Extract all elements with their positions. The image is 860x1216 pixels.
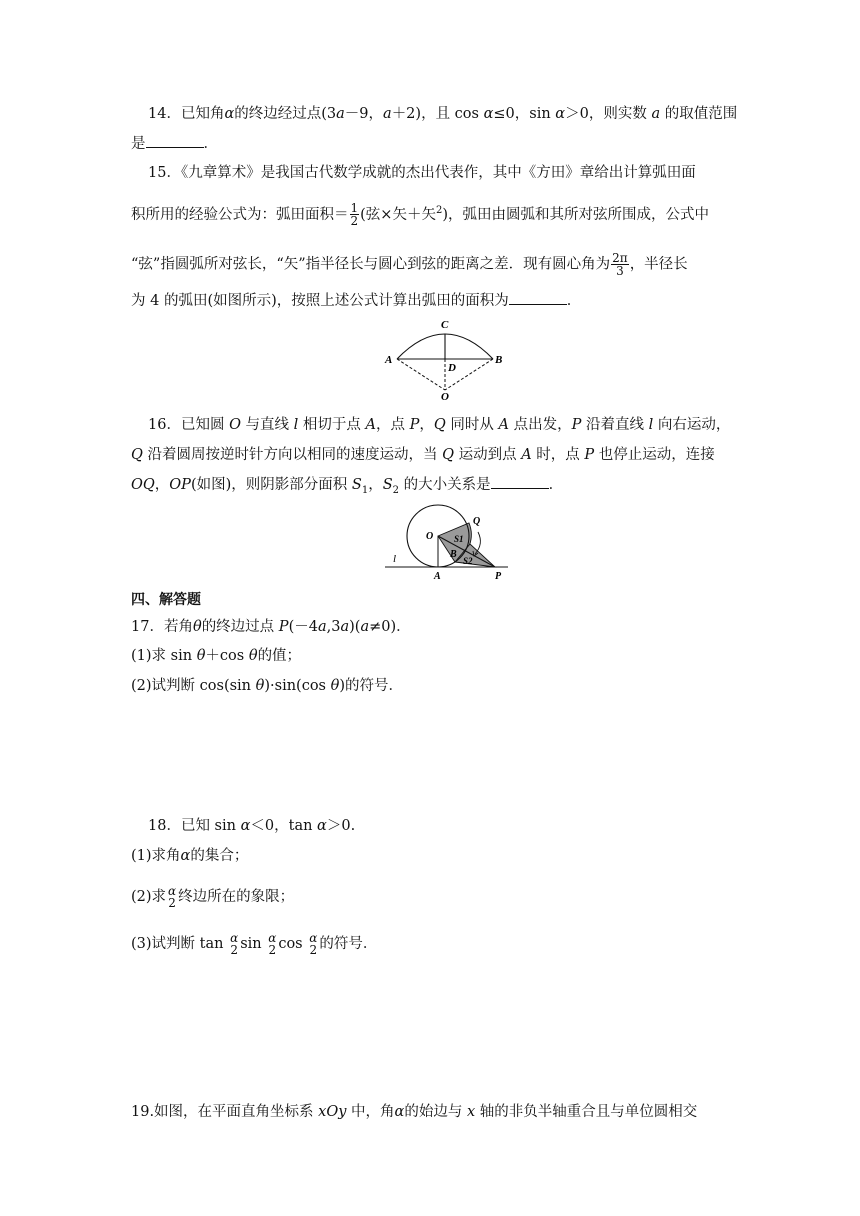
fraction-half-alpha: α 2 — [268, 931, 277, 957]
q14-line-2: 是 ． — [131, 133, 218, 154]
q17-part-1: (1)求 sin θ＋cos θ的值； — [131, 648, 302, 664]
arc-field-figure — [380, 316, 510, 402]
q15-line-3: “弦”指圆弧所对弦长，“矢”指半径长与圆心到弦的距离之差．现有圆心角为 $\frac{2\pi}{3}$ ，半径长 — [131, 251, 688, 278]
circle-tangent-figure — [383, 500, 513, 582]
section-heading: 四、解答题 — [131, 592, 201, 608]
q18-part-2: (2)求 α 2 终边所在的象限； — [131, 884, 295, 910]
label-o: O — [441, 391, 449, 402]
answer-blank — [509, 290, 567, 305]
label-p: P — [495, 571, 502, 582]
label-c: C — [441, 319, 449, 331]
label-a: A — [385, 354, 393, 366]
q16-line-3: OQ，OP(如图)，则阴影部分面积 $S_1$，$S_2$ 的大小关系是 ． — [131, 474, 563, 501]
label-q: Q — [473, 516, 481, 527]
label-d: D — [448, 362, 456, 374]
fraction-half-alpha: α 2 — [309, 931, 318, 957]
q18-part-3: (3)试判断 tan α 2 sin α 2 cos α 2 的符号． — [131, 931, 378, 957]
q18-line-1: 18．已知 sin α＜0，tan α＞0. — [148, 818, 356, 834]
radius-oa — [397, 359, 445, 390]
fraction-half: $\frac{1}{2}$ — [350, 201, 359, 229]
q18-part-1: (1)求角α的集合； — [131, 848, 249, 864]
q15-line-2: 积所用的经验公式为：弧田面积＝ $\frac{1}{2}$ (弦×矢＋矢$^2$)，弧田由圆弧和其所对弦所围成，公式中 — [131, 201, 709, 229]
q16-line-2: Q 沿着圆周按逆时针方向以相同的速度运动，当 Q 运动到点 A 时，点 P 也停止运动，连接 — [131, 447, 715, 463]
q15-line-4: 为 4 的弧田(如图所示)，按照上述公式计算出弧田的面积为 ． — [131, 290, 581, 311]
label-l: l — [393, 553, 397, 565]
answer-blank — [146, 133, 204, 148]
answer-blank — [491, 474, 549, 489]
q17-line-1: 17．若角θ的终边过点 P(－4a,3a)(a≠0)． — [131, 619, 411, 635]
q17-part-2: (2)试判断 cos(sin θ)·sin(cos θ)的符号． — [131, 678, 404, 694]
fraction-half-alpha: α 2 — [168, 884, 177, 910]
fraction-half-alpha: α 2 — [230, 931, 239, 957]
label-a: A — [434, 571, 441, 582]
q15-line-1: 15．《九章算术》是我国古代数学成就的杰出代表作，其中《方田》章给出计算弧田面 — [148, 165, 696, 181]
label-o: O — [426, 531, 434, 542]
q14-line-1: 14．已知角α的终边经过点(3a－9，a＋2)，且 cos α≤0，sin α＞0，则实数 a 的取值范围 — [148, 106, 738, 122]
q16-line-1: 16．已知圆 O 与直线 l 相切于点 A，点 P，Q 同时从 A 点出发，P 沿着直线 l 向右运动， — [148, 417, 731, 433]
label-b: B — [495, 354, 503, 366]
label-b: B — [450, 549, 457, 560]
q19-line-1: 19.如图，在平面直角坐标系 xOy 中，角α的始边与 x 轴的非负半轴重合且与单位圆相交 — [131, 1104, 698, 1120]
label-s2: S2 — [463, 556, 473, 566]
fraction-angle: $\frac{2\pi}{3}$ — [612, 251, 628, 278]
label-s1: S1 — [454, 534, 464, 544]
